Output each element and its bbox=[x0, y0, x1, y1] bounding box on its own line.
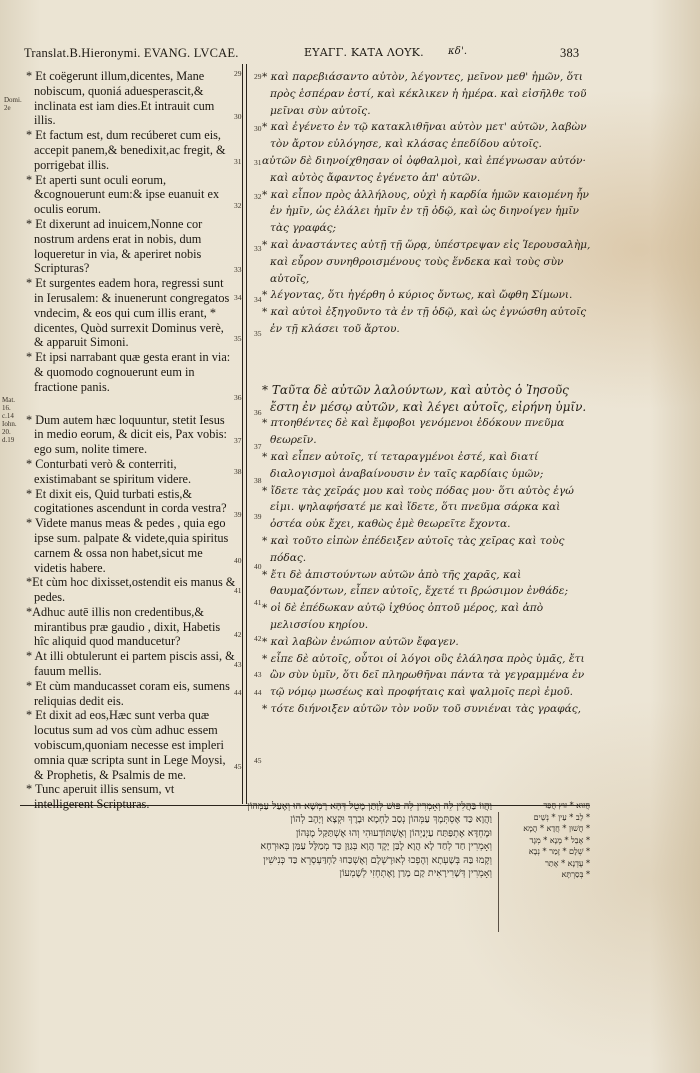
column-rule-right bbox=[246, 64, 247, 804]
latin-verse-number: 39 bbox=[234, 510, 242, 519]
section-gap bbox=[262, 338, 592, 382]
greek-verse: * καὶ ἀναστάντες αὐτῇ τῇ ὥρᾳ, ὑπέστρεψαν εἰς Ἱερουσαλὴμ, καὶ εὗρον συνηθροισμένους τοὺς ἕνδεκα καὶ τοὺς σὺν αὐτοῖς, bbox=[262, 238, 591, 285]
latin-verse: * Et coëgerunt illum,dicentes, Mane nobiscum, quoniá aduesperascit,& inclinata est iam dies.Et intrauit cum illis. bbox=[26, 69, 215, 128]
greek-column bbox=[262, 69, 592, 718]
greek-verse-number: 44 bbox=[254, 688, 262, 697]
greek-verse: * καὶ τοῦτο εἰπὼν ἐπέδειξεν αὐτοῖς τὰς χεῖρας καὶ τοὺς πόδας. bbox=[262, 534, 565, 564]
latin-verse: * Videte manus meas & pedes , quia ego ipse sum. palpate & videte,quia spiritus carnem & ossa non habet,sicut me videtis habere. bbox=[26, 516, 229, 575]
glossary-line: * חֲשׁוּן * חֲדָא * הֲמָא bbox=[523, 824, 590, 833]
greek-verse-number: 41 bbox=[254, 598, 262, 607]
hebrew-line: וְאָמְרִין דְּשָׁרִירָאִית קָם מָרַן וֶאֶתְחְזִי לְשֶׁמְעוֹן bbox=[339, 868, 492, 880]
glossary-line: * שְׁלָם * זֶמַר * נְבָא bbox=[528, 847, 590, 856]
latin-verse-number: 32 bbox=[234, 201, 242, 210]
latin-verse: * Et dixit eis, Quid turbati estis,& cogitationes ascendunt in corda vestra? bbox=[26, 486, 227, 516]
greek-verse-number: 34 bbox=[254, 295, 262, 304]
greek-verse: * καὶ αὐτοὶ ἐξηγοῦντο τὰ ἐν τῇ ὁδῷ, καὶ ὡς ἐγνώσθη αὐτοῖς ἐν τῇ κλάσει τοῦ ἄρτου. bbox=[262, 306, 587, 335]
hebrew-line: וַהֲווֹ בַּהֲלִין לֵה וְאָמְרִין לֵה פּוּשׁ לְוָתַן מֶטֻל דְּהָא רָמְשָׁא הוּ וְאֶעַל עַמְּהוֹן bbox=[247, 801, 492, 812]
greek-verse-number: 42 bbox=[254, 634, 262, 643]
latin-verse: * At illi obtulerunt ei partem piscis assi, & fauum mellis. bbox=[26, 649, 235, 679]
greek-verse: * καὶ ἐγένετο ἐν τῷ κατακλιθῆναι αὐτὸν μετ' αὐτῶν, λαβὼν τὸν ἄρτον εὐλόγησε, καὶ κλάσας ἐπεδίδου αὐτοῖς. bbox=[262, 121, 587, 151]
greek-verse-number: 38 bbox=[254, 476, 262, 485]
latin-verse-number: 36 bbox=[234, 393, 242, 402]
latin-verse-number: 33 bbox=[234, 265, 242, 274]
greek-verse-number: 30 bbox=[254, 124, 262, 133]
running-header-right: ΕΥΑΓΓ. ΚΑΤΑ ΛΟΥΚ. bbox=[304, 46, 424, 59]
latin-verse: * Et dixerunt ad inuicem,Nonne cor nostrum ardens erat in nobis, dum loqueretur in via, & aperiret nobis Scripturas? bbox=[26, 216, 203, 276]
glossary-rule bbox=[498, 812, 499, 932]
latin-verse-number: 38 bbox=[234, 467, 242, 476]
latin-verse-number: 45 bbox=[234, 762, 242, 771]
running-header-left: Translat.B.Hieronymi. EVANG. LVCAE. bbox=[24, 46, 239, 60]
greek-verse: αὐτῶν δὲ διηνοίχθησαν οἱ ὀφθαλμοὶ, καὶ ἐπέγνωσαν αὐτόν· καὶ αὐτὸς ἄφαντος ἐγένετο ἀπ' αὐτῶν. bbox=[262, 154, 586, 184]
latin-verse: *Adhuc autē illis non credentibus,& mirantibus præ gaudio , dixit, Habetis hîc aliquid quod manducetur? bbox=[26, 604, 221, 649]
greek-verse-number: 31 bbox=[254, 158, 262, 167]
latin-verse: * Et surgentes eadem hora, regressi sunt in Ierusalem: & inuenerunt congregatos vndecim, & eos qui cum illis erant, * dicentes, Quòd surrexit Dominus verè, & apparuit Simoni. bbox=[26, 276, 230, 350]
greek-verse-number: 40 bbox=[254, 562, 262, 571]
hebrew-line: וּמֶחְדָּא אֶתְפַּתַּח עַיְנַיְהוֹן וְאֶשְׁתּוֹדְעוּהִי וְהוּ אֶשְׁתַּקַּל מֶנְּהוֹן bbox=[295, 827, 492, 839]
greek-verse: * καὶ λαβὼν ἐνώπιον αὐτῶν ἔφαγεν. bbox=[262, 635, 459, 648]
greek-verse-number: 33 bbox=[254, 244, 262, 253]
latin-verse: * Et ipsi narrabant quæ gesta erant in via: & quomodo cognouerunt eum in fractione panis. bbox=[26, 350, 231, 394]
latin-verse: * Tunc aperuit illis sensum, vt intelligerent Scripturas. bbox=[26, 782, 175, 812]
greek-verse: * καὶ εἶπον πρὸς ἀλλήλους, οὐχὶ ἡ καρδία ἡμῶν καιομένη ἦν ἐν ἡμῖν, ὡς ἐλάλει ἡμῖν ἐν τῇ ὁδῷ, καὶ ὡς διηνοίγεν ἡμῖν τὰς γραφάς; bbox=[262, 188, 589, 235]
latin-verse: * Et cùm manducasset coram eis, sumens reliquias dedit eis. bbox=[26, 678, 230, 708]
glossary-line: חֲזוּא * זוּץ חֲפַד bbox=[543, 801, 590, 810]
greek-verse-number: 37 bbox=[254, 442, 262, 451]
latin-verse-number: 42 bbox=[234, 630, 242, 639]
latin-verse-number: 41 bbox=[234, 586, 242, 595]
latin-verse-number: 43 bbox=[234, 660, 242, 669]
glossary-line: * בְּסַרְתָּא bbox=[561, 870, 590, 879]
greek-verse: * ἔτι δὲ ἀπιστούντων αὐτῶν ἀπὸ τῆς χαρᾶς, καὶ θαυμαζόντων, εἶπεν αὐτοῖς, ἔχετέ τι βρώσιμον ἐνθάδε; bbox=[262, 568, 569, 598]
greek-verse: * εἶπε δὲ αὐτοῖς, οὗτοι οἱ λόγοι οὓς ἐλάλησα πρὸς ὑμᾶς, ἔτι ὢν σὺν ὑμῖν, ὅτι δεῖ πληρωθῆναι πάντα τὰ γεγραμμένα ἐν τῷ νόμῳ μωσέως καὶ προφήταις καὶ ψαλμοῖς περὶ ἐμοῦ. bbox=[262, 652, 585, 699]
latin-verse-number: 35 bbox=[234, 334, 242, 343]
greek-verse: * τότε διήνοιξεν αὐτῶν τὸν νοῦν τοῦ συνιέναι τὰς γραφάς, bbox=[262, 702, 582, 715]
margin-note-domi: Domi. 2e bbox=[4, 96, 22, 112]
greek-verse: * Ταῦτα δὲ αὐτῶν λαλούντων, καὶ αὐτὸς ὁ Ἰησοῦς ἔστη ἐν μέσῳ αὐτῶν, καὶ λέγει αὐτοῖς, εἰρήνη ὑμῖν. bbox=[262, 382, 587, 414]
latin-verse-number: 30 bbox=[234, 112, 242, 121]
folio-number: 383 bbox=[560, 46, 580, 60]
glossary-line: * לֵב * עַין * נְשֵׁים bbox=[533, 812, 590, 822]
hebrew-text-block bbox=[22, 800, 492, 880]
latin-verse-number: 44 bbox=[234, 688, 242, 697]
latin-verse-number: 37 bbox=[234, 436, 242, 445]
running-header-chapter: κδ'. bbox=[448, 46, 468, 57]
latin-verse-number: 34 bbox=[234, 293, 242, 302]
latin-column bbox=[26, 69, 236, 812]
latin-verse: * Dum autem hæc loquuntur, stetit Iesus in medio eorum, & dicit eis, Pax vobis: ego sum, nolite timere. bbox=[26, 412, 227, 457]
greek-verse-number: 45 bbox=[254, 756, 262, 765]
greek-verse: * πτοηθέντες δὲ καὶ ἔμφοβοι γενόμενοι ἐδόκουν πνεῦμα θεωρεῖν. bbox=[262, 417, 565, 447]
column-rule-left bbox=[242, 64, 243, 804]
latin-verse: * Et factum est, dum recúberet cum eis, accepit panem,& benedixit,ac fregit, & porrigebat illis. bbox=[26, 128, 226, 172]
latin-verse: * Et aperti sunt oculi eorum, &cognouerunt eum:& ipse euanuit ex oculis eorum. bbox=[26, 172, 220, 217]
glossary-line: * עֶדְנָא * אֶתַר bbox=[544, 858, 590, 868]
greek-verse: * καὶ παρεβιάσαντο αὐτὸν, λέγοντες, μεῖνον μεθ' ἡμῶν, ὅτι πρὸς ἑσπέραν ἐστί, καὶ κέκλικεν ἡ ἡμέρα. καὶ εἰσῆλθε τοῦ μεῖναι σὺν αὐτοῖς. bbox=[262, 71, 587, 117]
hebrew-glossary bbox=[504, 800, 590, 881]
greek-verse-number: 35 bbox=[254, 329, 262, 338]
latin-verse-number: 31 bbox=[234, 157, 242, 166]
latin-verse: *Et cùm hoc dixisset,ostendit eis manus & pedes. bbox=[26, 575, 236, 605]
greek-verse-number: 32 bbox=[254, 192, 262, 201]
hebrew-line: וְקָמוּ בַּהּ בְּשָׁעְתָא וְהֶפְכוּ לְאוּרֶשְׁלֶם וְאֶשְׁכַּחוּ לַחְדַּעְסְרֵא כַּד כְּנִישִׁין bbox=[263, 854, 492, 866]
latin-verse-number: 29 bbox=[234, 69, 242, 78]
greek-verse-number: 43 bbox=[254, 670, 262, 679]
hebrew-line: וַהֲוָא כַּד אֶסְתְּמֶךְ עַמְּהוֹן נְסַב לַחְמָא וּבָרֶךְ וּקְצָא וְיָהֶב לְהוֹן bbox=[290, 814, 492, 826]
greek-verse: * λέγοντας, ὅτι ἠγέρθη ὁ κύριος ὄντως, καὶ ὤφθη Σίμωνι. bbox=[262, 289, 573, 302]
latin-verse: * Conturbati verò & conterriti, existimabant se spiritum videre. bbox=[26, 456, 192, 486]
glossary-line: * אֶבֵל * מֶנָא * מְגָד bbox=[529, 835, 590, 845]
greek-verse: * καὶ εἶπεν αὐτοῖς, τί τεταραγμένοι ἐστέ, καὶ διατί διαλογισμοὶ ἀναβαίνουσιν ἐν ταῖς καρδίαις ὑμῶν; bbox=[262, 450, 544, 480]
margin-note-refs: Mat. 16. c.14 Iohn. 20. d.19 bbox=[2, 396, 17, 444]
greek-verse-number: 29 bbox=[254, 72, 262, 81]
greek-verse: * ἴδετε τὰς χεῖράς μου καὶ τοὺς πόδας μου· ὅτι αὐτὸς ἐγώ εἰμι. ψηλαφήσατέ με καὶ ἴδετε, ὅτι πνεῦμα σάρκα καὶ ὀστέα οὐκ ἔχει, καθὼς ἐμὲ θεωρεῖτε ἔχοντα. bbox=[262, 484, 574, 531]
latin-verse: * Et dixit ad eos,Hæc sunt verba quæ locutus sum ad vos cùm adhuc essem vobiscum,quoniam necesse est impleri omnia quæ scripta sunt in Lege Moysi, & Prophetis, & Psalmis de me. bbox=[26, 708, 226, 782]
hebrew-line: וְאָמְרִין חַד לְחַד לָא הֲוָא לֶבַּן יָקֶד הֲוָא בְּגַוַּן כַּד מְמַלֶּל עַמַּן בְּאוּרְחָא bbox=[260, 841, 492, 853]
greek-verse-number: 39 bbox=[254, 512, 262, 521]
greek-verse: * οἱ δὲ ἐπέδωκαν αὐτῷ ἰχθύος ὀπτοῦ μέρος, καὶ ἀπὸ μελισσίου κηρίου. bbox=[262, 602, 544, 631]
greek-verse-number: 36 bbox=[254, 408, 262, 417]
latin-verse-number: 40 bbox=[234, 556, 242, 565]
